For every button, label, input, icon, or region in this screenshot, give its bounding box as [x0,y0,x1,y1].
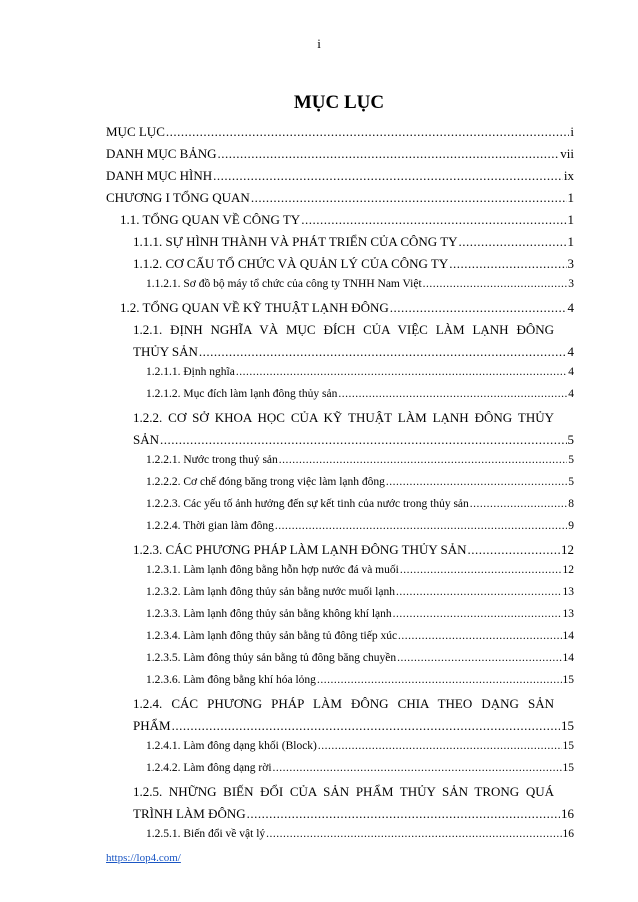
toc-entry-page: 1 [567,190,574,205]
toc-entry-text: 1.2.1.2. Mục đích làm lạnh đông thủy sản [146,388,338,400]
toc-entry-text-line1[interactable]: 1.2.4. CÁC PHƯƠNG PHÁP LÀM ĐÔNG CHIA THEO DẠNG SẢN [133,696,554,711]
toc-entry-page: 9 [568,520,574,532]
toc-entry[interactable] [146,608,574,620]
toc-entry-text: 1.2.2.3. Các yếu tố ảnh hưởng đến sự kết tinh của nước trong thủy sản [146,498,469,510]
toc-entry-page: ix [563,168,574,183]
toc-entry-page: 4 [568,388,574,400]
toc-entry-text: DANH MỤC HÌNH [106,168,213,183]
toc-entry-page: vii [560,146,574,161]
toc-entry[interactable] [133,344,574,360]
toc-entry-page: 14 [562,652,574,664]
toc-entry[interactable] [146,630,574,642]
toc-entry-page: 5 [568,476,574,488]
toc-entry-page: 16 [562,828,574,840]
toc-entry-page: 15 [562,762,574,774]
toc-entry-text: 1.2. TỔNG QUAN VỀ KỸ THUẬT LẠNH ĐÔNG [120,300,389,315]
toc-entry-text: PHẨM [133,718,171,733]
toc-entry[interactable] [146,762,574,774]
page-number: i [317,36,321,51]
toc-entry-text: 1.2.2.1. Nước trong thuỷ sản [146,454,278,466]
toc-entry[interactable] [133,806,574,822]
toc-entry[interactable] [106,190,574,206]
toc-title: MỤC LỤC [293,92,385,113]
toc-entry[interactable] [146,278,574,290]
toc-entry-page: 1 [567,212,574,227]
toc-entry[interactable] [146,498,574,510]
toc-entry-text: 1.2.4.1. Làm đông dạng khối (Block) [146,740,317,752]
toc-entry-text: 1.2.3.6. Làm đông bằng khí hóa lỏng [146,674,316,686]
toc-entry[interactable] [106,124,574,140]
toc-entry-page: 4 [568,366,574,378]
toc-entry-text: 1.2.1.1. Định nghĩa [146,366,235,378]
toc-entry-text: SẢN [133,432,160,447]
toc-entry-text-line1[interactable]: 1.2.2. CƠ SỞ KHOA HỌC CỦA KỸ THUẬT LÀM LẠNH ĐÔNG THỦY [133,410,554,425]
toc-entry[interactable] [133,718,574,734]
toc-entry-text: 1.2.3.1. Làm lạnh đông bằng hỗn hợp nước đá và muối [146,564,399,576]
toc-entry[interactable] [146,520,574,532]
toc-entry-text: 1.1.1. SỰ HÌNH THÀNH VÀ PHÁT TRIỂN CỦA CÔNG TY [133,234,458,249]
toc-entry-page: i [570,124,574,139]
toc-entry[interactable] [120,300,574,316]
toc-entry[interactable] [146,586,574,598]
toc-entry-page: 12 [561,542,574,557]
toc-entry-text: 1.2.4.2. Làm đông dạng rời [146,762,272,774]
toc-entry-text: 1.2.3. CÁC PHƯƠNG PHÁP LÀM LẠNH ĐÔNG THỦY SẢN [133,542,467,557]
toc-entry-page: 14 [562,630,574,642]
toc-entry[interactable] [133,432,574,448]
toc-entry[interactable] [146,740,574,752]
toc-entry-text: DANH MỤC BẢNG [106,146,217,161]
toc-entry-page: 5 [567,432,574,447]
toc-entry-page: 13 [562,586,574,598]
toc-entry-text: 1.1.2.1. Sơ đồ bộ máy tổ chức của công ty TNHH Nam Việt [146,278,422,290]
toc-entry-page: 13 [562,608,574,620]
toc-entry-page: 12 [562,564,574,576]
toc-entry-text: 1.2.3.4. Làm lạnh đông thủy sản bằng tủ đông tiếp xúc [146,630,398,642]
toc-entry-page: 8 [568,498,574,510]
toc-entry[interactable] [146,564,574,576]
toc-entry-text: 1.2.2.2. Cơ chế đóng băng trong việc làm lạnh đông [146,476,385,488]
toc-entry-text: MỤC LỤC [106,124,165,139]
toc-entry-page: 1 [567,234,574,249]
toc-entry-text-line1[interactable]: 1.2.5. NHỮNG BIẾN ĐỔI CỦA SẢN PHẨM THỦY SẢN TRONG QUÁ [133,784,554,799]
toc-entry-text: THỦY SẢN [133,344,198,359]
toc-entry-text: 1.2.3.5. Làm đông thủy sản bằng tủ đông băng chuyền [146,652,397,664]
footer-link[interactable]: https://lop4.com/ [106,852,181,864]
toc-entry-page: 15 [562,674,574,686]
toc-entry-page: 3 [568,278,574,290]
toc-entry[interactable] [146,454,574,466]
toc-entry[interactable] [106,146,574,162]
toc-entry[interactable] [146,828,574,840]
toc-entry-text: 1.1.2. CƠ CẤU TỔ CHỨC VÀ QUẢN LÝ CỦA CÔNG TY [133,256,449,271]
toc-entry-text: TRÌNH LÀM ĐÔNG [133,806,246,821]
toc-entry[interactable] [133,542,574,558]
toc-entry[interactable] [120,212,574,228]
toc-entry[interactable] [106,168,574,184]
toc-entry[interactable] [146,366,574,378]
toc-entry-text: 1.2.2.4. Thời gian làm đông [146,520,274,532]
toc-entry-text: CHƯƠNG I TỔNG QUAN [106,190,250,205]
toc-entry-text: 1.1. TỔNG QUAN VỀ CÔNG TY [120,212,301,227]
toc-entry[interactable] [133,256,574,272]
toc-entry-text-line1[interactable]: 1.2.1. ĐỊNH NGHĨA VÀ MỤC ĐÍCH CỦA VIỆC LÀM LẠNH ĐÔNG [133,322,554,337]
toc-entry-text: 1.2.3.3. Làm lạnh đông thủy sản bằng không khí lạnh [146,608,392,620]
toc-entry[interactable] [146,476,574,488]
toc-entry-page: 15 [561,718,574,733]
toc-entry-page: 3 [567,256,574,271]
toc-entry-page: 5 [568,454,574,466]
toc-entry-page: 16 [561,806,574,821]
toc-entry[interactable] [146,674,574,686]
toc-entry[interactable] [133,234,574,250]
toc-entry-page: 4 [567,300,574,315]
toc-entry-text: 1.2.3.2. Làm lạnh đông thủy sản bằng nước muối lạnh [146,586,395,598]
toc-entry-text: 1.2.5.1. Biến đổi về vật lý [146,828,266,840]
toc-entry[interactable] [146,388,574,400]
toc-entry-page: 4 [567,344,574,359]
toc-entry-page: 15 [562,740,574,752]
toc-entry[interactable] [146,652,574,664]
